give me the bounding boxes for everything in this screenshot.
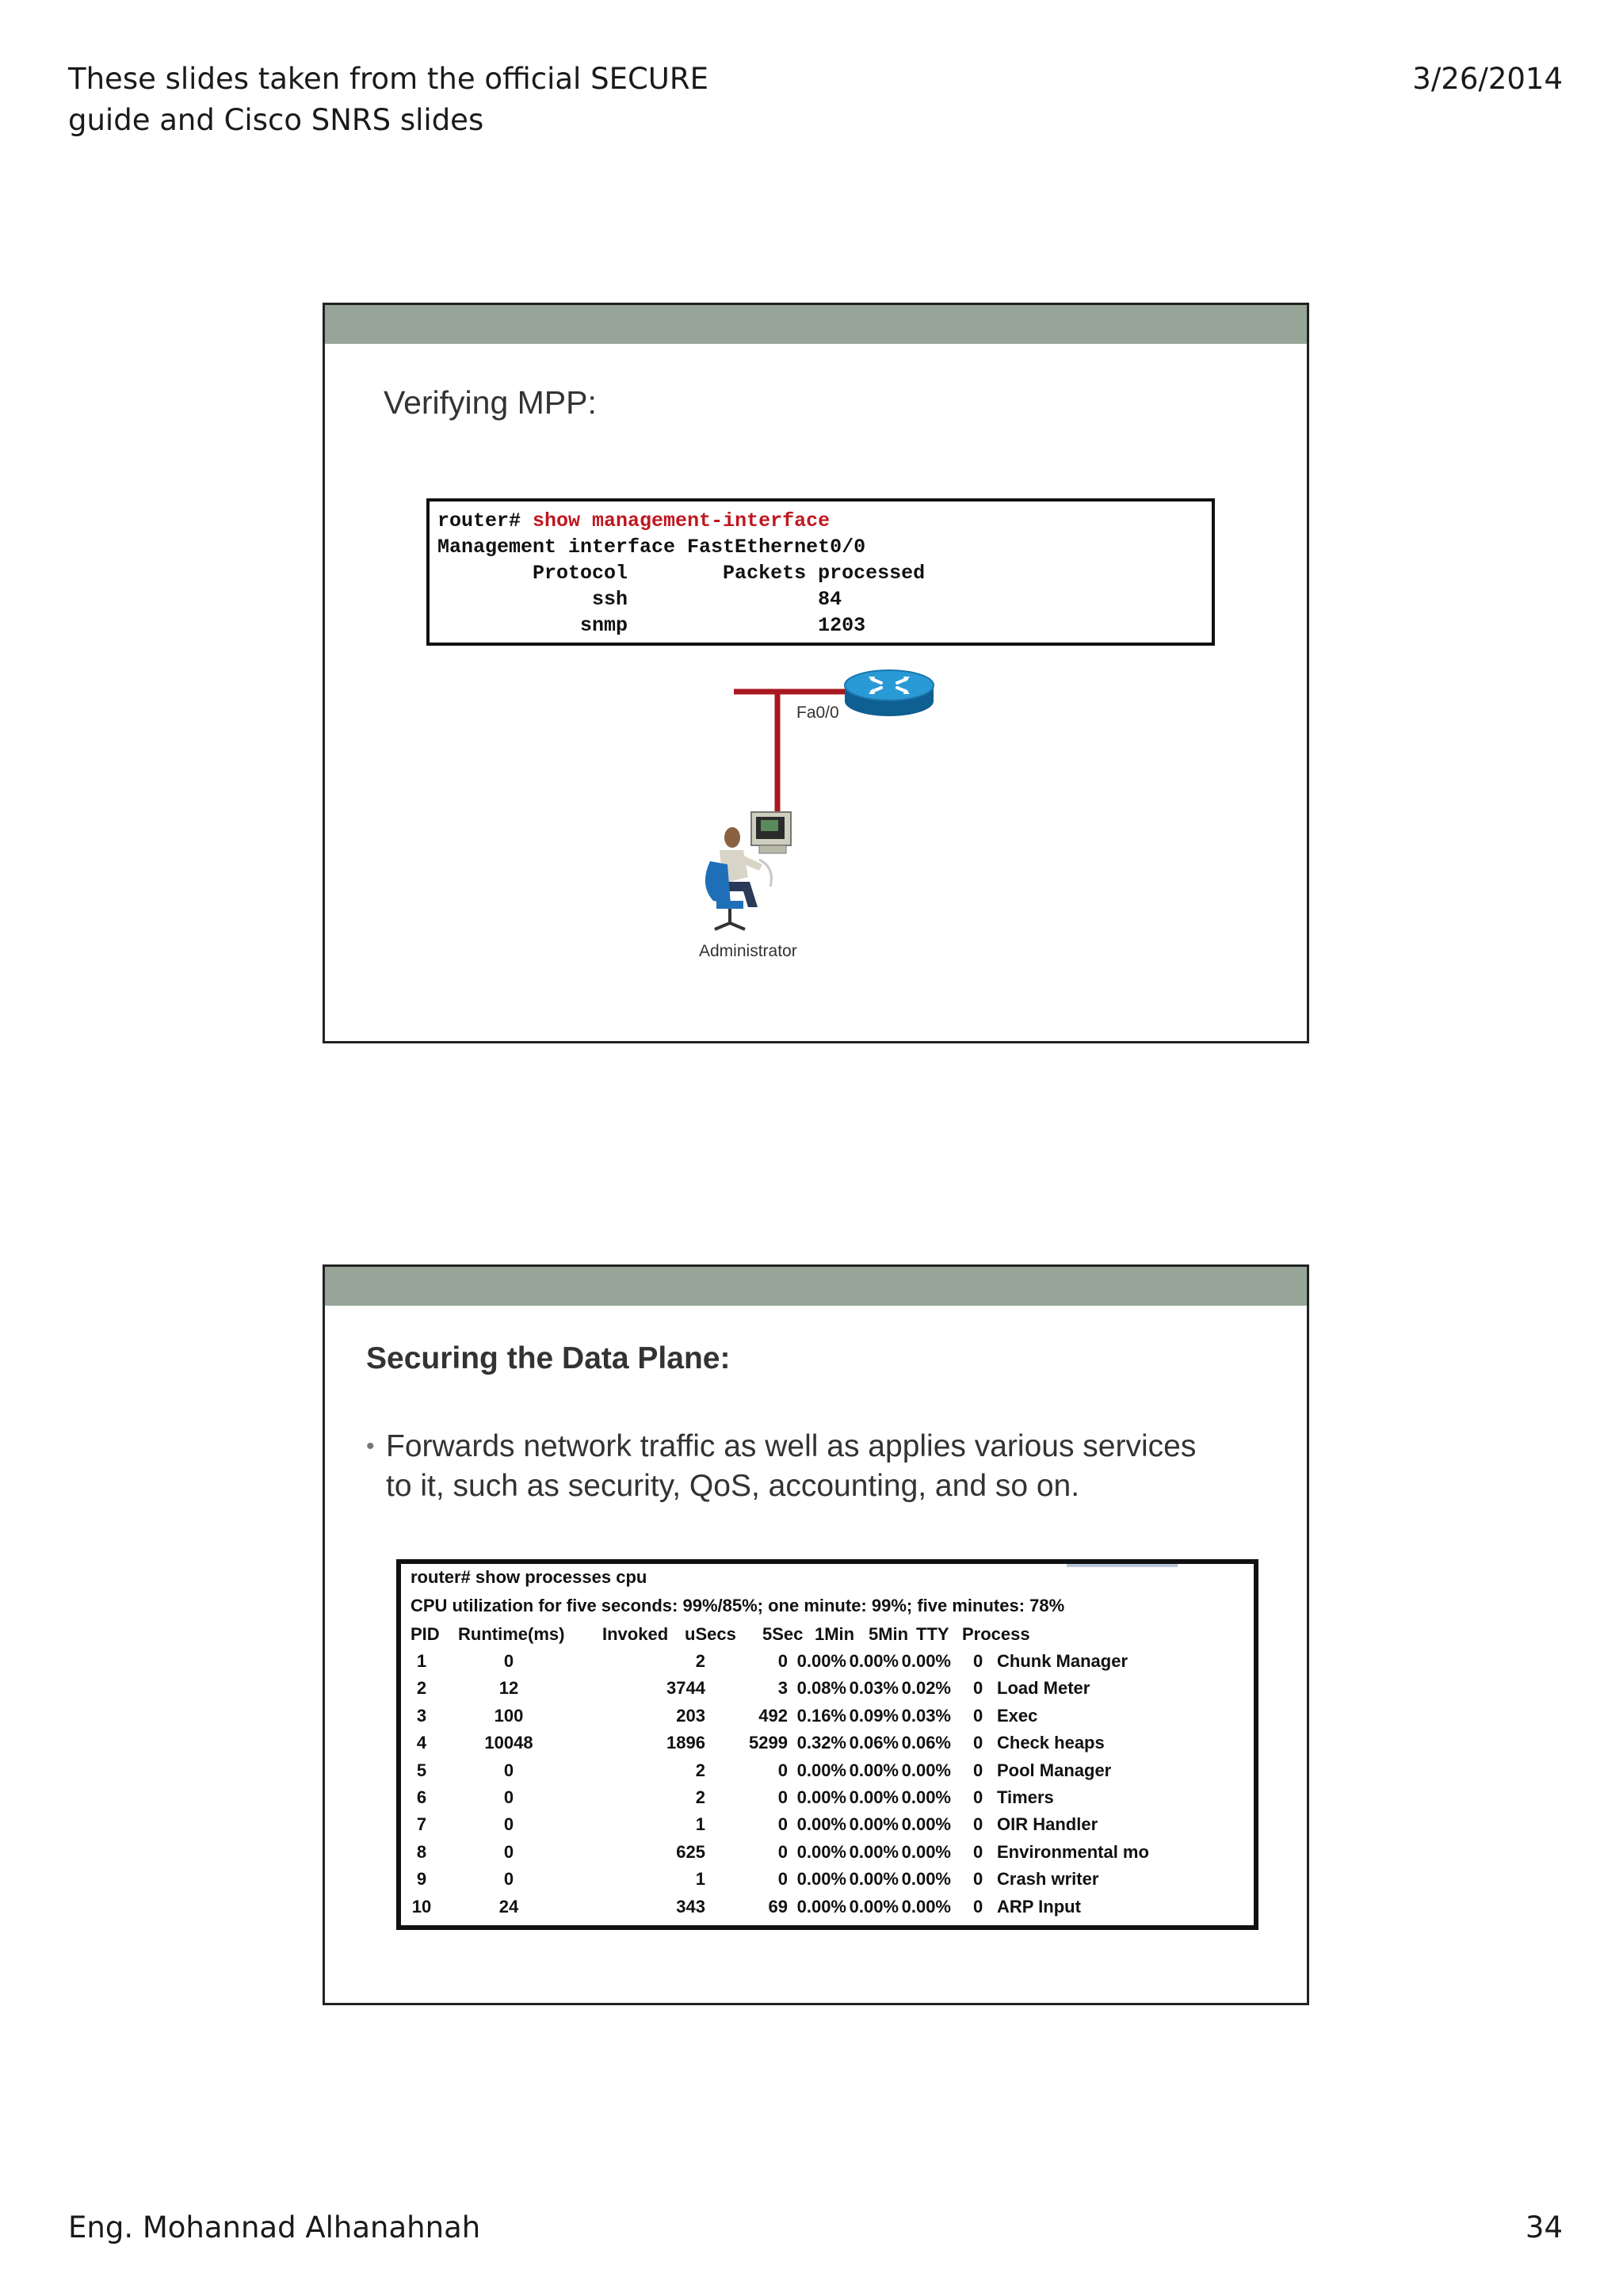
table-cell: Pool Manager (997, 1760, 1112, 1780)
table-cell: OIR Handler (997, 1814, 1098, 1835)
table-cell: 0 (503, 1651, 514, 1671)
table-cell: 0 (973, 1787, 983, 1807)
table-cell: 0 (503, 1760, 514, 1780)
table-cell: Exec (997, 1705, 1038, 1726)
table-cell: 1 (416, 1651, 427, 1671)
bullet-point (366, 1427, 1277, 1506)
table-cell: 0.00% (796, 1760, 846, 1780)
header-note-line1: These slides taken from the official SECURE (68, 62, 708, 96)
table-cell: 0.06% (901, 1733, 951, 1753)
table-cell: 0.03% (901, 1705, 951, 1726)
table-cell: 0.00% (901, 1841, 951, 1862)
table-cell: Check heaps (997, 1733, 1105, 1753)
table-cell: 0.00% (849, 1896, 899, 1917)
table-cell: 0.03% (849, 1678, 899, 1699)
cli-prompt: router# (437, 509, 533, 532)
slide-title: Verifying MPP: (384, 384, 597, 421)
cli-line: snmp 1203 (437, 614, 866, 637)
table-cell: 0.00% (901, 1787, 951, 1807)
table-cell: 0.00% (849, 1760, 899, 1780)
table-row (401, 1760, 1254, 1787)
table-cell: 0.00% (901, 1651, 951, 1671)
footer-author: Eng. Mohannad Alhanahnah (68, 2210, 481, 2245)
column-header: PID (411, 1624, 440, 1644)
table-cell: 24 (498, 1896, 519, 1917)
table-cell: Load Meter (997, 1678, 1090, 1699)
administrator-label: Administrator (699, 942, 797, 960)
table-cell: 6 (416, 1787, 427, 1807)
table-cell: 0 (503, 1869, 514, 1890)
table-row (401, 1651, 1254, 1678)
table-cell: 0.16% (796, 1705, 846, 1726)
table-cell: 0.00% (796, 1787, 846, 1807)
table-cell: 2 (695, 1651, 705, 1671)
table-cell: 0 (777, 1651, 788, 1671)
table-cell: 0 (503, 1814, 514, 1835)
column-header: Runtime(ms) (458, 1624, 565, 1644)
table-cell: 0 (503, 1841, 514, 1862)
table-cell: 69 (768, 1896, 788, 1917)
process-table-header (401, 1624, 1254, 1651)
table-cell: Crash writer (997, 1869, 1099, 1890)
slide-title: Securing the Data Plane: (366, 1341, 731, 1375)
table-cell: 0 (777, 1841, 788, 1862)
table-cell: 0.00% (849, 1651, 899, 1671)
table-cell: 0.00% (796, 1896, 846, 1917)
table-row (401, 1842, 1254, 1869)
table-cell: 0.00% (796, 1841, 846, 1862)
table-cell: 9 (416, 1869, 427, 1890)
table-cell: 0 (973, 1841, 983, 1862)
table-cell: 0.00% (901, 1869, 951, 1890)
table-cell: 0 (973, 1678, 983, 1699)
slide-verifying-mpp (323, 303, 1309, 1043)
table-cell: 0.32% (796, 1733, 846, 1753)
table-cell: 0.00% (901, 1760, 951, 1780)
cli-command: show management-interface (533, 509, 831, 532)
table-cell: 3744 (666, 1678, 705, 1699)
router-icon (845, 670, 934, 716)
table-cell: 4 (416, 1733, 427, 1753)
cli-line: Management interface FastEthernet0/0 (437, 536, 866, 559)
page-number: 34 (1525, 2210, 1563, 2245)
table-cell: 0.08% (796, 1678, 846, 1699)
cli-line: ssh 84 (437, 588, 842, 611)
page-header-note (68, 59, 781, 141)
bullet-dot-icon: • (366, 1433, 375, 1459)
table-row (401, 1733, 1254, 1760)
table-cell: ARP Input (997, 1896, 1081, 1917)
table-cell: 1896 (666, 1733, 705, 1753)
table-row (401, 1706, 1254, 1733)
table-row (401, 1897, 1254, 1924)
table-cell: 0.00% (901, 1896, 951, 1917)
table-cell: 0.00% (796, 1869, 846, 1890)
header-note-line2: guide and Cisco SNRS slides (68, 103, 484, 137)
table-row (401, 1869, 1254, 1896)
network-diagram (325, 305, 1309, 1043)
table-cell: 1 (695, 1869, 705, 1890)
table-cell: 0 (777, 1787, 788, 1807)
slide-title-band (325, 1267, 1307, 1306)
table-cell: 0.09% (849, 1705, 899, 1726)
table-cell: 0 (973, 1760, 983, 1780)
table-cell: 0 (973, 1869, 983, 1890)
column-header: 5Min (869, 1624, 909, 1644)
bullet-line2: to it, such as security, QoS, accounting, and so on. (386, 1469, 1080, 1503)
cpu-utilization-line: CPU utilization for five seconds: 99%/85%; one minute: 99%; five minutes: 78% (411, 1596, 1065, 1615)
administrator-workstation-icon (705, 812, 791, 929)
table-cell: 0 (777, 1814, 788, 1835)
table-cell: 10 (411, 1896, 432, 1917)
header-date: 3/26/2014 (1412, 62, 1563, 96)
bullet-line1: Forwards network traffic as well as applies various services (386, 1429, 1197, 1463)
table-cell: 625 (676, 1841, 705, 1862)
table-cell: 203 (676, 1705, 705, 1726)
table-cell: 492 (758, 1705, 788, 1726)
table-cell: 0 (777, 1869, 788, 1890)
column-header: 5Sec (762, 1624, 804, 1644)
table-row (401, 1814, 1254, 1841)
column-header: uSecs (685, 1624, 736, 1644)
slide-securing-data-plane (323, 1264, 1309, 2005)
table-cell: 0.00% (849, 1787, 899, 1807)
table-cell: Timers (997, 1787, 1054, 1807)
column-header: Invoked (602, 1624, 669, 1644)
table-cell: 0.00% (849, 1841, 899, 1862)
table-cell: 0.00% (796, 1651, 846, 1671)
table-cell: 0.02% (901, 1678, 951, 1699)
table-cell: 0.00% (901, 1814, 951, 1835)
table-cell: Chunk Manager (997, 1651, 1128, 1671)
column-header: Process (962, 1624, 1030, 1644)
table-cell: 2 (695, 1760, 705, 1780)
table-cell: 2 (416, 1678, 427, 1699)
table-cell: 0.00% (849, 1814, 899, 1835)
table-cell: 0 (973, 1814, 983, 1835)
table-cell: 0.06% (849, 1733, 899, 1753)
cli-command: router# show processes cpu (411, 1567, 647, 1587)
table-cell: Environmental mo (997, 1841, 1149, 1862)
table-cell: 0 (777, 1760, 788, 1780)
table-cell: 0 (973, 1733, 983, 1753)
table-cell: 5 (416, 1760, 427, 1780)
table-cell: 7 (416, 1814, 427, 1835)
table-cell: 0 (503, 1787, 514, 1807)
table-cell: 0.00% (796, 1814, 846, 1835)
table-cell: 0 (973, 1896, 983, 1917)
table-cell: 0 (973, 1705, 983, 1726)
table-cell: 0.00% (849, 1869, 899, 1890)
table-cell: 343 (676, 1896, 705, 1917)
table-cell: 5299 (749, 1733, 788, 1753)
table-cell: 100 (494, 1705, 524, 1726)
table-cell: 8 (416, 1841, 427, 1862)
table-cell: 3 (416, 1705, 427, 1726)
table-row (401, 1787, 1254, 1814)
screenshot-glare (1067, 1564, 1178, 1567)
table-cell: 1 (695, 1814, 705, 1835)
table-cell: 2 (695, 1787, 705, 1807)
table-cell: 10048 (484, 1733, 533, 1753)
process-cpu-output (396, 1559, 1258, 1930)
interface-label: Fa0/0 (796, 704, 839, 722)
table-cell: 3 (777, 1678, 788, 1699)
table-cell: 0 (973, 1651, 983, 1671)
column-header: TTY (916, 1624, 949, 1644)
table-cell: 12 (498, 1678, 519, 1699)
table-row (401, 1678, 1254, 1705)
cli-line: Protocol Packets processed (437, 562, 926, 585)
column-header: 1Min (815, 1624, 855, 1644)
